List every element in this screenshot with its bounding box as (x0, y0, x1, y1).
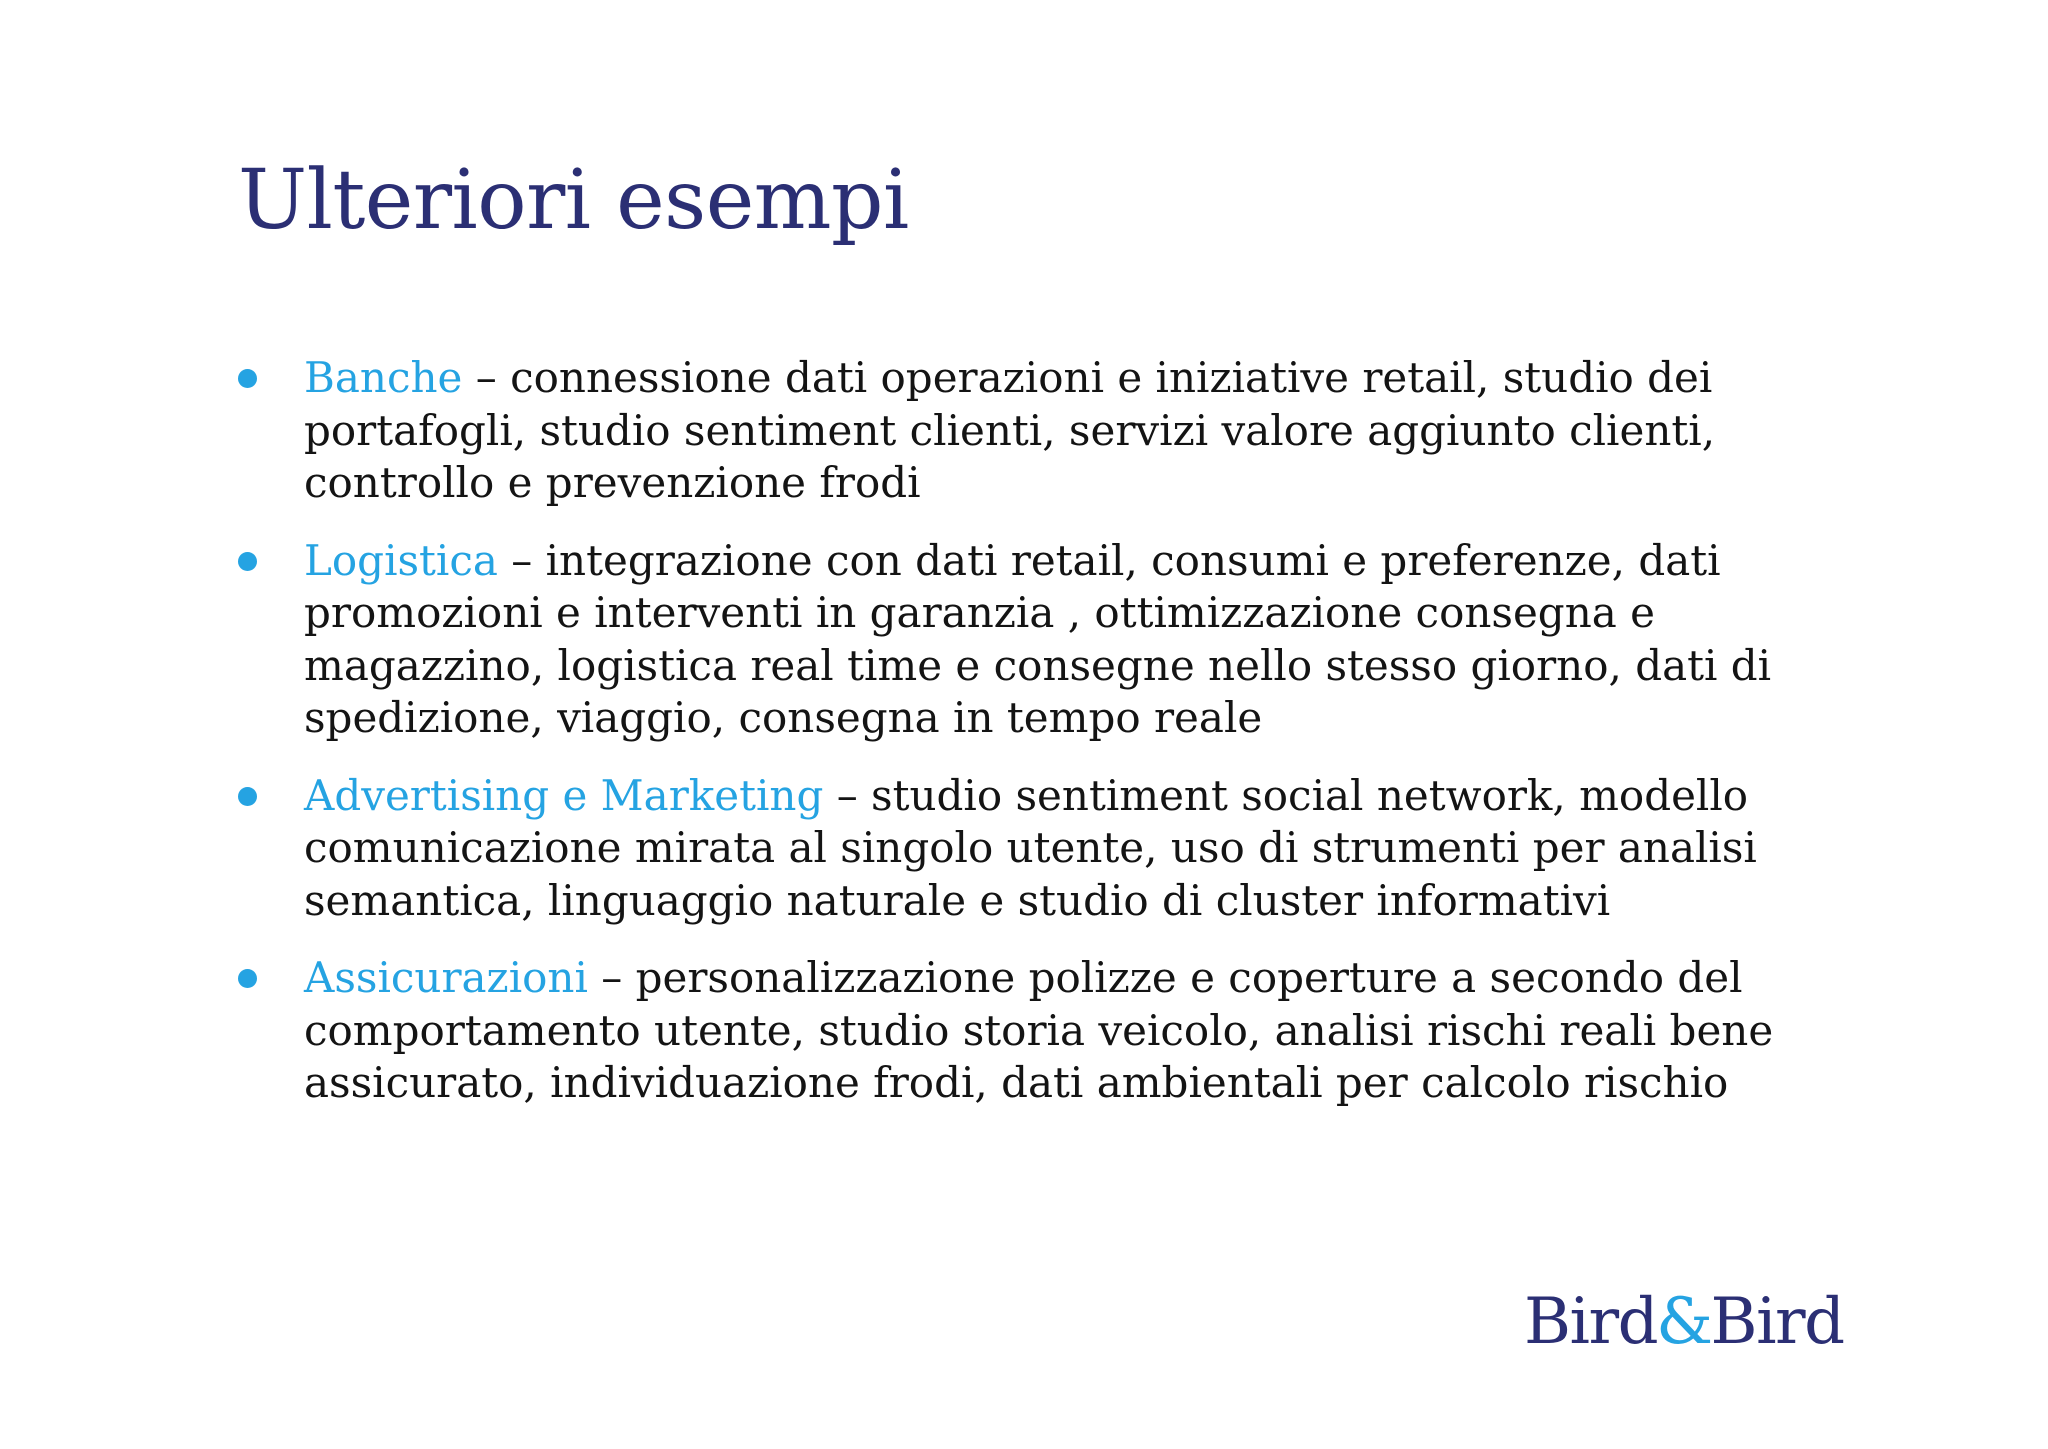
bullet-dot-icon (238, 552, 257, 571)
bullet-keyword: Banche (304, 353, 463, 402)
bullet-keyword: Logistica (304, 535, 498, 585)
bullet-dot-icon (238, 969, 257, 988)
logo-ampersand: & (1656, 1285, 1712, 1359)
bullet-text: – studio sentiment social network, modello comunicazione mirata al singolo utente, uso di strumenti per analisi semantica, linguaggio naturale e studio di cluster informativi (304, 770, 1757, 925)
bullet-dot-icon (238, 369, 257, 388)
logo-word-2: Bird (1710, 1285, 1844, 1359)
bullet-item (238, 352, 1858, 510)
bullet-text: – personalizzazione polizze e coperture a secondo del comportamento utente, studio storia veicolo, analisi rischi reali bene assicurato, individuazione frodi, dati ambientali per calcolo rischio (304, 953, 1774, 1107)
bullet-dot-icon (238, 787, 257, 806)
bullet-list (238, 352, 1858, 1135)
bullet-text: – connessione dati operazioni e iniziative retail, studio dei portafogli, studio sentiment clienti, servizi valore aggiunto clienti, controllo e prevenzione frodi (304, 353, 1716, 507)
slide-title: Ulteriori esempi (238, 153, 909, 248)
bullet-keyword: Advertising e Marketing (304, 770, 824, 820)
bullet-keyword: Assicurazioni (304, 953, 588, 1002)
bullet-text: – integrazione con dati retail, consumi e preferenze, dati promozioni e interventi in garanzia , ottimizzazione consegna e magazzino, logistica real time e consegne nello stesso giorno, dati di spedizione, viaggio, consegna in tempo reale (304, 535, 1772, 742)
bullet-item (238, 952, 1858, 1110)
logo-word-1: Bird (1524, 1285, 1658, 1359)
bullet-item (238, 535, 1858, 745)
bullet-item (238, 770, 1858, 928)
bird-and-bird-logo (1524, 1285, 1844, 1359)
